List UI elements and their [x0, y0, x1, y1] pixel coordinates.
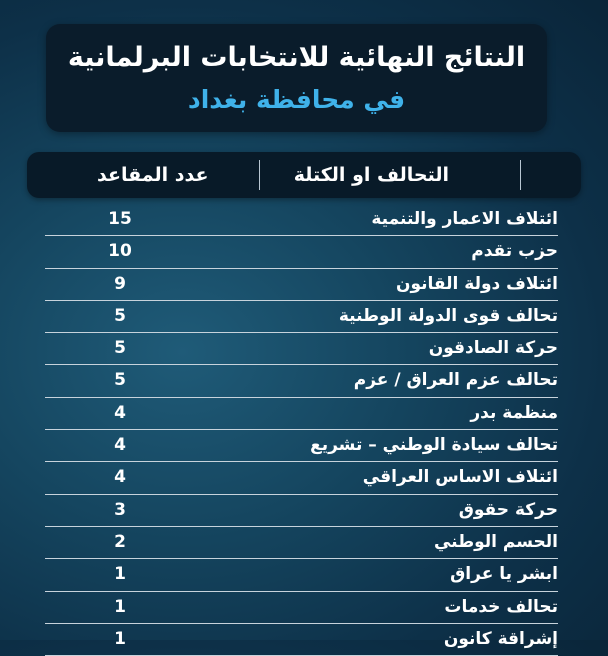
table-row	[45, 527, 558, 559]
header-divider-middle	[259, 160, 260, 190]
seat-count: 9	[114, 273, 126, 294]
party-name: ائتلاف الاساس العراقي	[362, 467, 558, 488]
seat-count: 15	[108, 209, 132, 229]
page-title: النتائج النهائية للانتخابات البرلمانية	[67, 42, 526, 73]
party-name: ابشر يا عراق	[450, 564, 558, 585]
party-name: تحالف سيادة الوطني – تشريع	[310, 435, 558, 456]
seat-count: 10	[108, 241, 132, 262]
party-name: حزب تقدم	[471, 241, 558, 262]
party-name: إشراقة كانون	[443, 628, 558, 649]
seat-count: 4	[114, 467, 126, 488]
results-table	[45, 204, 558, 656]
party-name: تحالف خدمات	[444, 596, 558, 617]
party-name: الحسم الوطني	[433, 531, 558, 552]
table-row	[45, 462, 558, 494]
page-subtitle: في محافظة بغداد	[187, 85, 406, 114]
party-name: تحالف قوى الدولة الوطنية	[338, 305, 558, 326]
seat-count: 5	[114, 370, 126, 391]
seat-count: 5	[114, 338, 126, 359]
table-header	[27, 152, 581, 198]
table-row	[45, 269, 558, 301]
table-row	[45, 430, 558, 462]
table-row	[45, 559, 558, 591]
table-row	[45, 398, 558, 430]
column-header-party: التحالف او الكتلة	[293, 164, 449, 186]
seat-count: 5	[114, 305, 126, 326]
table-row	[45, 592, 558, 624]
seat-count: 2	[114, 531, 126, 552]
seat-count: 1	[114, 628, 126, 649]
table-row	[45, 333, 558, 365]
table-row	[45, 236, 558, 268]
party-name: ائتلاف الاعمار والتنمية	[371, 209, 558, 229]
party-name: تحالف عزم العراق / عزم	[353, 370, 558, 391]
seat-count: 3	[114, 499, 126, 520]
table-row	[45, 365, 558, 397]
seat-count: 1	[114, 564, 126, 585]
party-name: حركة حقوق	[458, 499, 558, 520]
party-name: منظمة بدر	[470, 402, 558, 423]
seat-count: 4	[114, 402, 126, 423]
seat-count: 1	[114, 596, 126, 617]
party-name: ائتلاف دولة القانون	[395, 273, 558, 294]
title-box	[46, 24, 547, 132]
seat-count: 4	[114, 435, 126, 456]
table-row	[45, 204, 558, 236]
table-row	[45, 301, 558, 333]
column-header-seats: عدد المقاعد	[97, 164, 209, 186]
header-divider-right	[520, 160, 521, 190]
table-row	[45, 495, 558, 527]
party-name: حركة الصادقون	[428, 338, 558, 359]
